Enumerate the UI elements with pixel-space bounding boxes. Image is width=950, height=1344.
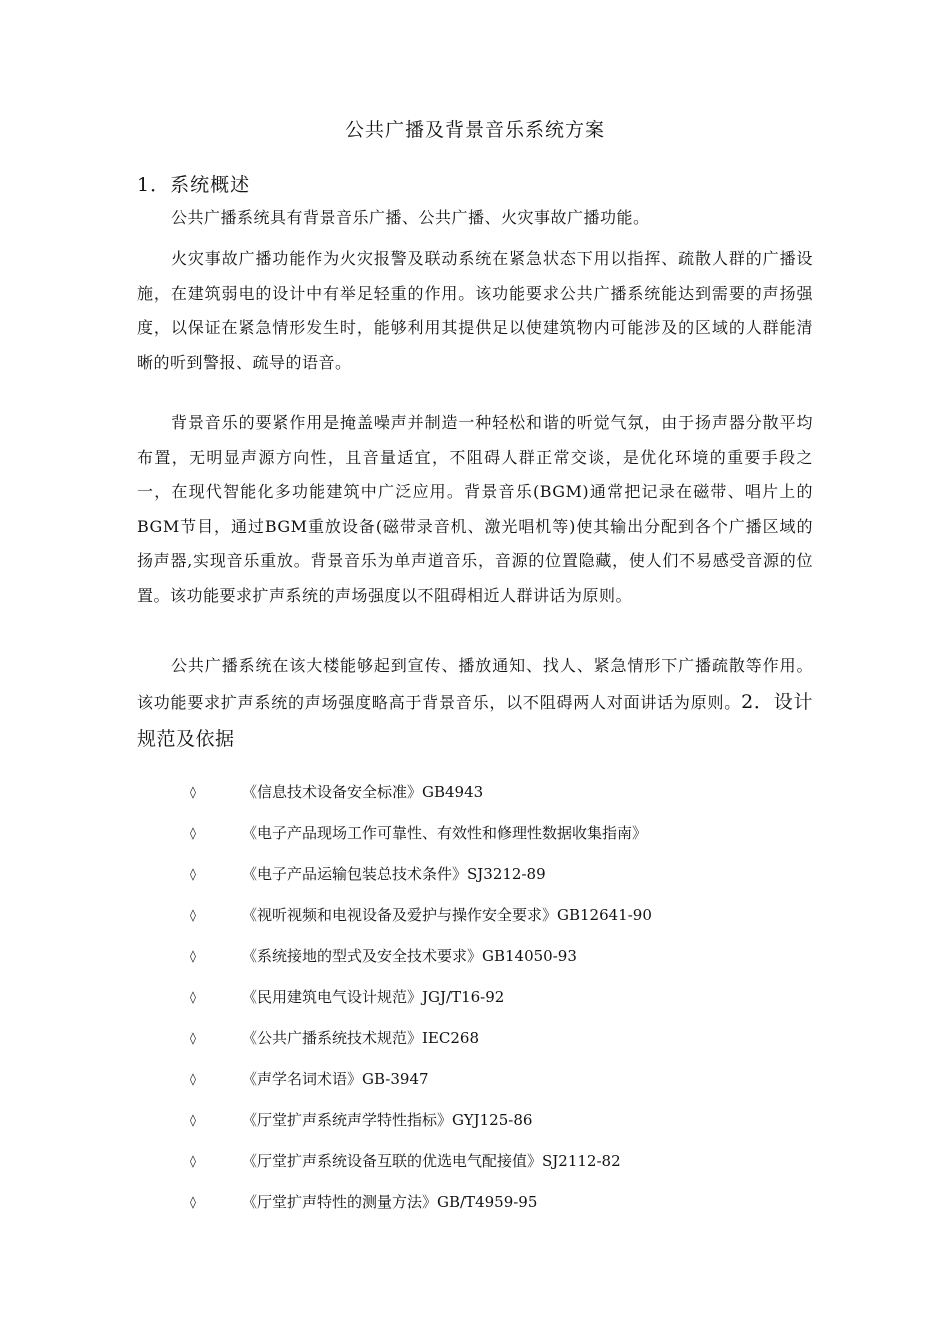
list-item <box>190 1186 810 1227</box>
reference-text: 《厅堂扩声系统声学特性指标》GYJ125-86 <box>242 1111 533 1129</box>
list-item <box>190 1145 810 1186</box>
reference-text: 《厅堂扩声特性的测量方法》GB/T4959-95 <box>242 1193 538 1211</box>
paragraph-public-broadcast-text: 公共广播系统在该大楼能够起到宣传、播放通知、找人、紧急情形下广播疏散等作用。该功能要求扩声系统的声场强度略高于背景音乐，以不阻碍两人对面讲话为原则。 <box>137 656 813 712</box>
list-item <box>190 899 810 940</box>
list-item <box>190 776 810 817</box>
list-item <box>190 981 810 1022</box>
reference-text: 《电子产品现场工作可靠性、有效性和修理性数据收集指南》 <box>242 824 648 842</box>
diamond-bullet-icon: ◊ <box>190 1154 196 1168</box>
list-item <box>190 1063 810 1104</box>
reference-text: 《民用建筑电气设计规范》JGJ/T16-92 <box>242 988 505 1006</box>
paragraph-public-broadcast <box>137 648 813 758</box>
list-item <box>190 858 810 899</box>
reference-text: 《公共广播系统技术规范》IEC268 <box>242 1029 479 1047</box>
reference-list <box>190 776 810 1227</box>
list-item <box>190 1022 810 1063</box>
list-item <box>190 940 810 981</box>
diamond-bullet-icon: ◊ <box>190 949 196 963</box>
diamond-bullet-icon: ◊ <box>190 826 196 840</box>
paragraph-intro: 公共广播系统具有背景音乐广播、公共广播、火灾事故广播功能。 <box>171 208 650 227</box>
diamond-bullet-icon: ◊ <box>190 1195 196 1209</box>
diamond-bullet-icon: ◊ <box>190 1072 196 1086</box>
paragraph-background-music: 背景音乐的要紧作用是掩盖噪声并制造一种轻松和谐的听觉气氛，由于扬声器分散平均布置，无明显声源方向性，且音量适宜，不阻碍人群正常交谈，是优化环境的重要手段之一，在现代智能化多功能建筑中广泛应用。背景音乐(BGM)通常把记录在磁带、唱片上的BGM节目，通过BGM重放设备(磁带录音机、激光唱机等)使其输出分配到各个广播区域的扬声器,实现音乐重放。背景音乐为单声道音乐，音源的位置隐藏，使人们不易感受音源的位置。该功能要求扩声系统的声场强度以不阻碍相近人群讲话为原则。 <box>137 413 813 605</box>
diamond-bullet-icon: ◊ <box>190 908 196 922</box>
reference-text: 《声学名词术语》GB-3947 <box>242 1070 429 1088</box>
paragraph-fire-broadcast: 火灾事故广播功能作为火灾报警及联动系统在紧急状态下用以指挥、疏散人群的广播设施，在建筑弱电的设计中有举足轻重的作用。该功能要求公共广播系统能达到需要的声扬强度，以保证在紧急情形发生时，能够利用其提供足以使建筑物内可能涉及的区域的人群能清晰的听到警报、疏导的语音。 <box>137 249 813 372</box>
reference-text: 《视听视频和电视设备及爱护与操作安全要求》GB12641-90 <box>242 906 652 924</box>
list-item <box>190 817 810 858</box>
reference-text: 《信息技术设备安全标准》GB4943 <box>242 783 484 801</box>
diamond-bullet-icon: ◊ <box>190 1113 196 1127</box>
section-heading-overview: 1．系统概述 <box>137 174 251 196</box>
list-item <box>190 1104 810 1145</box>
reference-text: 《电子产品运输包装总技术条件》SJ3212-89 <box>242 865 546 883</box>
diamond-bullet-icon: ◊ <box>190 785 196 799</box>
reference-text: 《系统接地的型式及安全技术要求》GB14050-93 <box>242 947 577 965</box>
diamond-bullet-icon: ◊ <box>190 990 196 1004</box>
document-title: 公共广播及背景音乐系统方案 <box>344 119 605 141</box>
section-heading-standards: 2．设计规范及依据 <box>137 691 813 750</box>
diamond-bullet-icon: ◊ <box>190 1031 196 1045</box>
diamond-bullet-icon: ◊ <box>190 867 196 881</box>
reference-text: 《厅堂扩声系统设备互联的优选电气配接值》SJ2112-82 <box>242 1152 621 1170</box>
